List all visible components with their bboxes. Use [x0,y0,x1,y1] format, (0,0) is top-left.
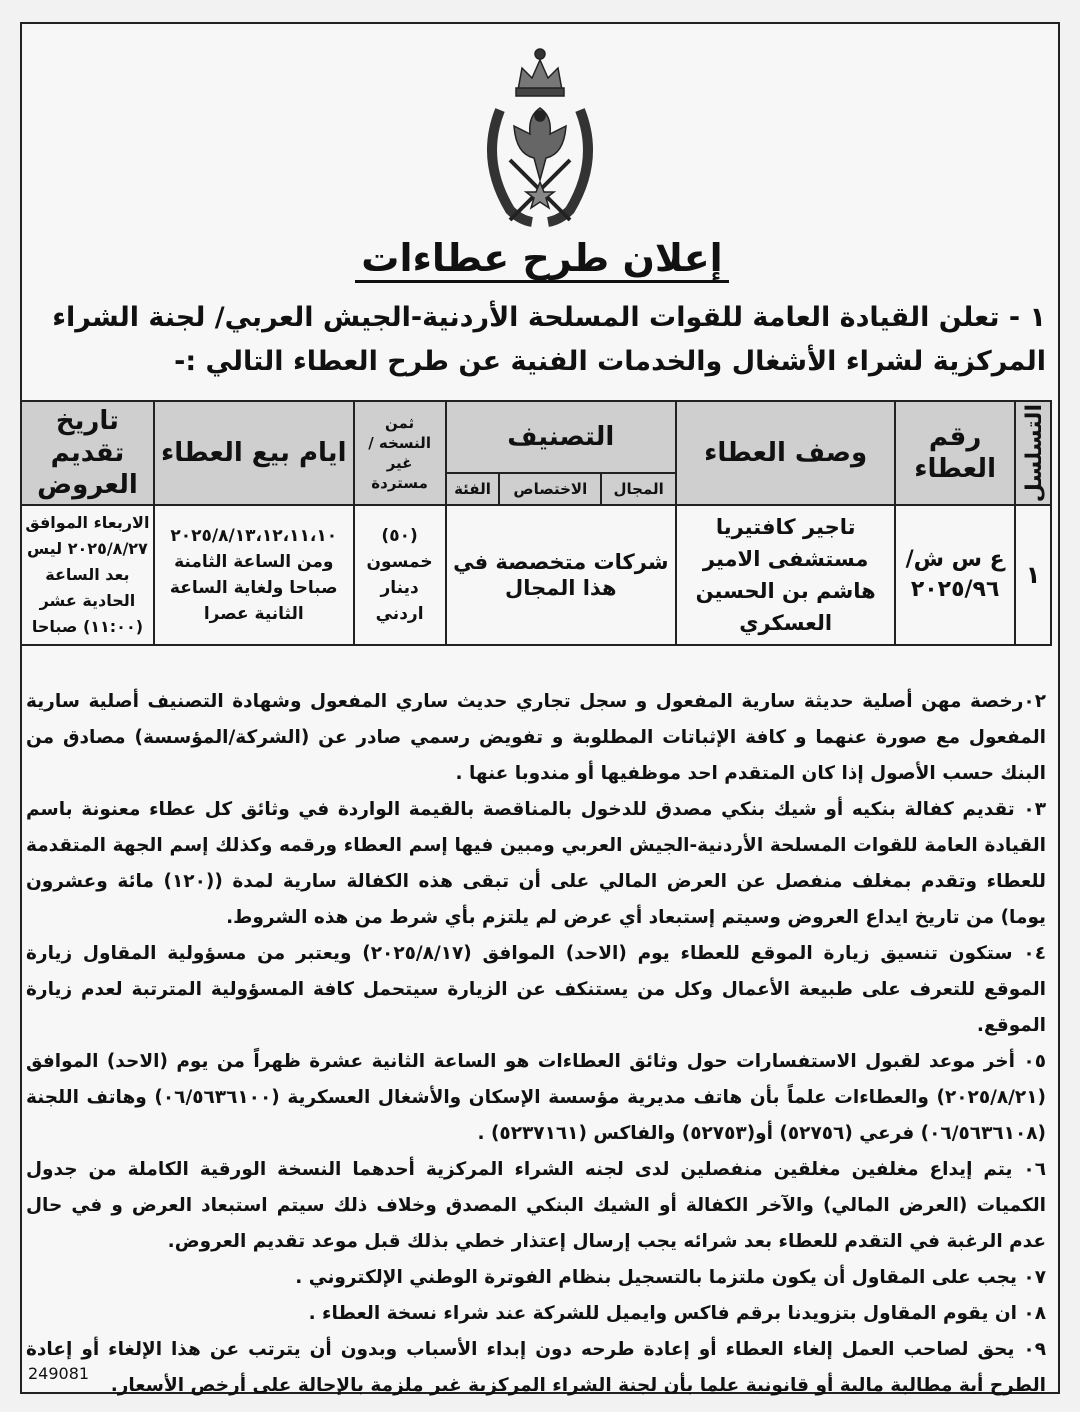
header-submission-date: تاريخ تقديم العروض [21,401,154,505]
header-specialty: الاختصاص [499,473,601,505]
term-item: ٠٨ ان يقوم المقاول بتزويدنا برقم فاكس وايميل للشركة عند شراء نسخة العطاء . [308,1303,1046,1324]
cell-classification: شركات متخصصة في هذا المجال [446,505,677,645]
term-item: ٠٧ يجب على المقاول أن يكون ملتزما بالتسجيل بنظام الفوترة الوطني الإلكتروني . [295,1267,1046,1288]
header-tender-number: رقم العطاء [895,401,1015,505]
intro-paragraph: ١ - تعلن القيادة العامة للقوات المسلحة الأردنية-الجيش العربي/ لجنة الشراء المركزية لشراء الأشغال والخدمات الفنية عن طرح العطاء التالي :- [52,302,1046,377]
header-classification: التصنيف [446,401,677,473]
table-row [21,505,1051,645]
cell-sale-days: ٢٠٢٥/٨/١٣،١٢،١١،١٠ ومن الساعة الثامنة صباحا ولغاية الساعة الثانية عصرا [154,505,354,645]
announcement-frame [20,22,1060,1394]
term-item: ٠٢رخصة مهن أصلية حديثة سارية المفعول و سجل تجاري حديث ساري المفعول وشهادة التصنيف أصلية سارية المفعول مع صورة عنهما و كافة الإثباتات المطلوبة و تفويض رسمي صادر عن (الشركة/المؤسسة) مصادق من البنك حسب الأصول إذا كان المتقدم احد موظفيها أو مندوبا عنها . [26,691,1046,784]
term-item: ٠٣ تقديم كفالة بنكيه أو شيك بنكي مصدق للدخول بالمناقصة بالقيمة الواردة في وثائق كل عطاء معنونة باسم القيادة العامة للقوات المسلحة الأردنية-الجيش العربي ومبين فيها إسم العطاء ورقمه وكذلك إسم الجهة المتقدمة للعطاء وتقدم بمغلف منفصل عن العرض المالي على أن تبقى هذه الكفالة سارية لمدة ((١٢٠) مائة وعشرون يوما) من تاريخ ايداع العروض وسيتم إستبعاد أي عرض لم يلتزم بأي شرط من هذه الشروط. [26,799,1046,928]
armed-forces-emblem-icon [470,30,610,240]
header-sale-days: ايام بيع العطاء [154,401,354,505]
header-description: وصف العطاء [676,401,895,505]
reference-number: 249081 [28,1364,90,1383]
term-item: ٠٥ أخر موعد لقبول الاستفسارات حول وثائق العطاءات هو الساعة الثانية عشرة ظهراً من يوم (الاحد) الموافق (٢٠٢٥/٨/٢١) والعطاءات علماً بأن هاتف مديرية مؤسسة الإسكان والأشغال العسكرية (٠٦/٥٦٣٦١٠٠) وهاتف اللجنة (٠٦/٥٦٣٦١٠٨) فرعي (٥٢٧٥٦) أو(٥٢٧٥٣) والفاكس (٥٢٣٧١٦١) . [26,1051,1046,1144]
term-item: ٠٦ يتم إيداع مغلفين مغلقين منفصلين لدى لجنه الشراء المركزية أحدهما النسخة الورقية الكاملة من جدول الكميات (العرض المالي) والآخر الكفالة أو الشيك البنكي المصدق وخلاف ذلك سيتم استبعاد العرض و في حال عدم الرغبة في التقدم للعطاء بعد شرائه يجب إرسال إعتذار خطي بذلك قبل موعد تقديم العروض. [26,1159,1046,1252]
cell-price: (٥٠) خمسون دينار اردني [354,505,446,645]
header-seq: التسلسل [1015,401,1051,505]
cell-description: تاجير كافتيريا مستشفى الامير هاشم بن الحسين العسكري [676,505,895,645]
terms-list [26,684,1046,1404]
cell-seq: ١ [1015,505,1051,645]
header-field: المجال [601,473,676,505]
tender-table [20,400,1052,646]
header-category: الفئة [446,473,500,505]
header-price: ثمن النسخه /غير مستردة [354,401,446,505]
cell-tender-number: ع س ش/ ٢٠٢٥/٩٦ [895,505,1015,645]
term-item: ٠٩ يحق لصاحب العمل إلغاء العطاء أو إعادة طرحه دون إبداء الأسباب وبدون أن يترتب عن هذا الإلغاء أو إعادة الطرح أية مطالبة مالية أو قانونية علما بأن لجنة الشراء المركزية غير ملزمة بالإحالة على أرخص الأسعار. [26,1339,1046,1396]
announcement-title: إعلان طرح عطاءات [22,236,1062,280]
term-item: ٠٤ ستكون تنسيق زيارة الموقع للعطاء يوم (الاحد) الموافق (٢٠٢٥/٨/١٧) ويعتبر من مسؤولية المقاول زيارة الموقع للتعرف على طبيعة الأعمال وكل من يستنكف عن الزيارة سيتحمل كافة المسؤولية المترتبة لعدم زيارة الموقع. [26,943,1046,1036]
cell-submission-date: الاربعاء الموافق ٢٠٢٥/٨/٢٧ ليس بعد الساعة الحادية عشر (١١:٠٠) صباحا [21,505,154,645]
